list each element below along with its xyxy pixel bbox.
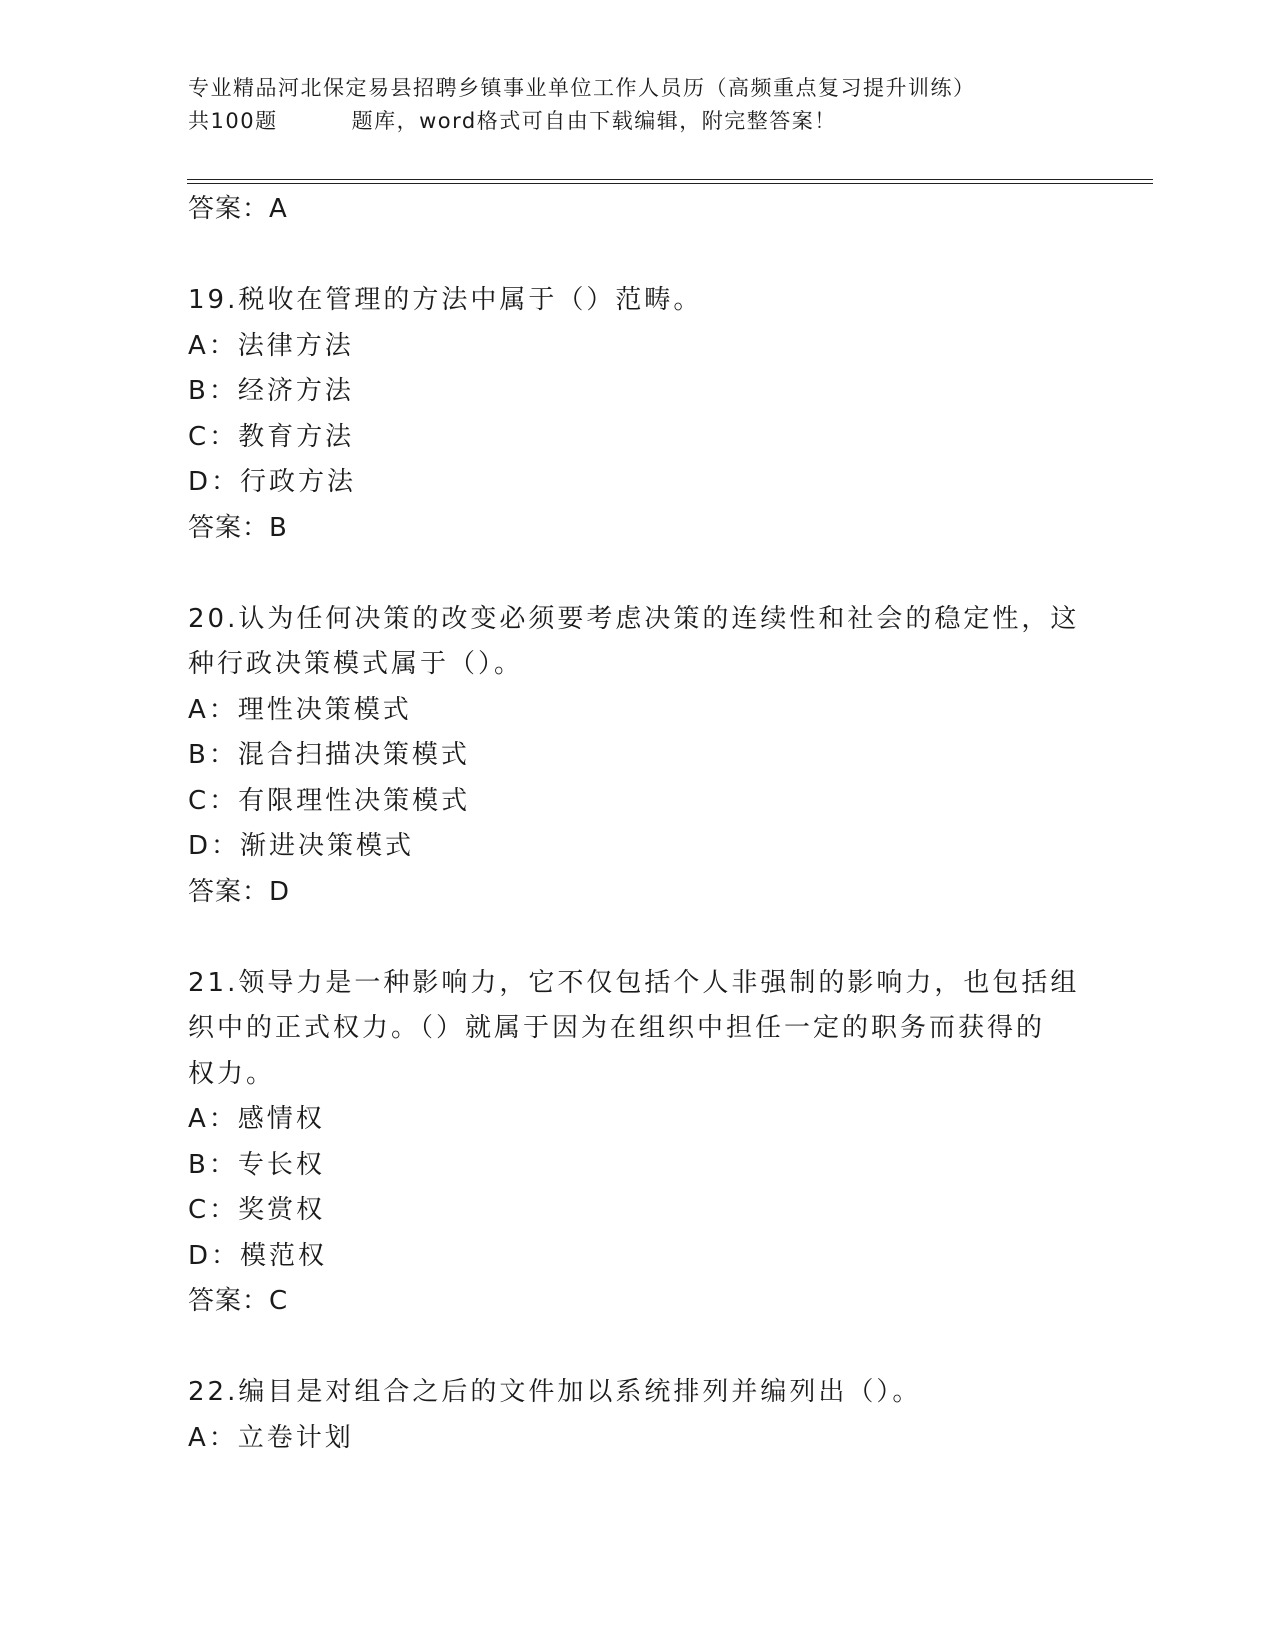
answer: 答案：B — [188, 512, 288, 543]
option-d: D：行政方法 — [188, 467, 357, 497]
option-d: D：模范权 — [188, 1240, 328, 1271]
question-21 — [188, 961, 1088, 1325]
question-19 — [188, 278, 1088, 551]
answer: 答案：D — [188, 876, 291, 907]
header-description: 题库，word格式可自由下载编辑，附完整答案！ — [351, 109, 837, 133]
question-stem: 权力。 — [188, 1058, 276, 1089]
option-a: A：感情权 — [188, 1104, 325, 1134]
question-stem: 19.税收在管理的方法中属于（）范畴。 — [188, 285, 703, 315]
header-count: 共100题 — [188, 109, 278, 133]
option-a: A：法律方法 — [188, 330, 354, 361]
header-divider-bottom — [187, 183, 1153, 184]
option-b: B：混合扫描决策模式 — [188, 740, 470, 770]
question-stem: 21.领导力是一种影响力，它不仅包括个人非强制的影响力，也包括组 — [188, 967, 1080, 998]
option-a: A：理性决策模式 — [188, 694, 412, 725]
option-d: D：渐进决策模式 — [188, 831, 415, 861]
header-title: 专业精品河北保定易县招聘乡镇事业单位工作人员历（高频重点复习提升训练） — [188, 76, 976, 100]
option-c: C：奖赏权 — [188, 1195, 326, 1225]
option-c: C：有限理性决策模式 — [188, 785, 471, 816]
header-subtitle — [188, 105, 1088, 138]
option-b: B：专长权 — [188, 1149, 325, 1180]
document-header — [188, 72, 1088, 138]
option-a: A：立卷计划 — [188, 1422, 354, 1453]
question-stem: 22.编目是对组合之后的文件加以系统排列并编列出（）。 — [188, 1377, 922, 1407]
previous-answer: 答案：A — [188, 194, 288, 224]
question-stem: 种行政决策模式属于（）。 — [188, 649, 524, 679]
header-divider-top — [187, 179, 1153, 180]
question-22 — [188, 1370, 1088, 1461]
answer: 答案：C — [188, 1286, 289, 1316]
question-20 — [188, 597, 1088, 916]
question-list — [188, 187, 1088, 1461]
question-stem: 20.认为任何决策的改变必须要考虑决策的连续性和社会的稳定性，这 — [188, 603, 1080, 634]
option-b: B：经济方法 — [188, 376, 354, 406]
question-stem: 织中的正式权力。（）就属于因为在组织中担任一定的职务而获得的 — [188, 1013, 1046, 1043]
option-c: C：教育方法 — [188, 421, 355, 452]
